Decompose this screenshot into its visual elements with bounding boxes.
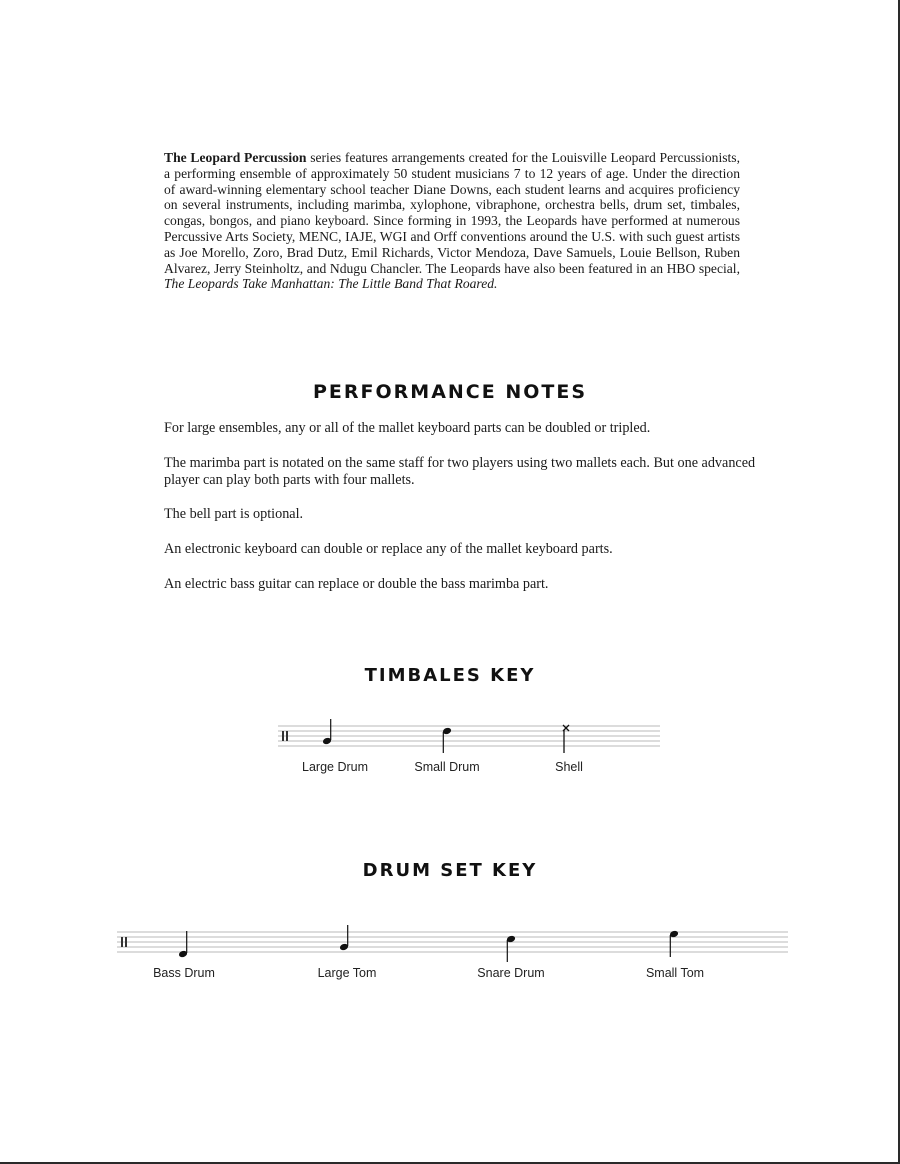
performance-note: For large ensembles, any or all of the mallet keyboard parts can be doubled or tripled. [164, 420, 651, 436]
drum-set-label: Small Tom [645, 966, 705, 980]
performance-note: An electric bass guitar can replace or double the bass marimba part. [164, 576, 549, 592]
staff-lines [117, 932, 788, 952]
note-shell [563, 725, 569, 753]
drum-set-staff [112, 922, 792, 968]
intro-body: series features arrangements created for the Louisville Leopard Percussionists, a performing ensemble of approximately 50 student musicians 7 to 12 years of age. Under the direction of award-winning elementary school teacher Diane Downs, each student learns and acquires proficiency on several instruments, including marimba, xylophone, vibraphone, orchestra bells, drum set, timbales, congas, bongos, and piano keyboard. Since forming in 1993, the Leopards have performed at numerous Percussive Arts Society, MENC, IAJE, WGI and Orff conventions around the U.S. with such guest artists as Joe Morello, Zoro, Brad Dutz, Emil Richards, Victor Mendoza, Dave Samuels, Louie Bellson, Ruben Alvarez, Jerry Steinholtz, and Ndugu Chancler. The Leopards have also been featured in an HBO special, [164, 150, 740, 276]
note-snare-drum [506, 935, 516, 962]
note-bass-drum [178, 931, 188, 958]
timbales-label: Large Drum [302, 760, 368, 774]
drum-set-label: Large Tom [317, 966, 377, 980]
drum-set-label: Bass Drum [153, 966, 215, 980]
timbales-staff [270, 718, 662, 758]
drum-set-label: Snare Drum [477, 966, 545, 980]
series-name: The Leopard Percussion [164, 150, 307, 165]
drum-set-key-heading: DRUM SET KEY [362, 860, 538, 881]
timbales-label: Shell [555, 760, 583, 774]
timbales-label: Small Drum [414, 760, 480, 774]
note-large-tom [339, 925, 349, 951]
intro-paragraph [164, 150, 740, 292]
special-title: The Leopards Take Manhattan: The Little Band That Roared. [164, 276, 498, 292]
staff-lines [278, 726, 660, 746]
note-small-tom [669, 930, 679, 957]
timbales-key-heading: TIMBALES KEY [364, 665, 536, 686]
performance-note: The bell part is optional. [164, 506, 304, 522]
performance-note: An electronic keyboard can double or replace any of the mallet keyboard parts. [164, 541, 613, 557]
performance-notes-heading: PERFORMANCE NOTES [312, 381, 588, 403]
performance-note: The marimba part is notated on the same staff for two players using two mallets each. But one advanced player can play both parts with four mallets. [164, 455, 756, 488]
note-large-drum [322, 719, 332, 745]
note-small-drum [442, 727, 452, 753]
